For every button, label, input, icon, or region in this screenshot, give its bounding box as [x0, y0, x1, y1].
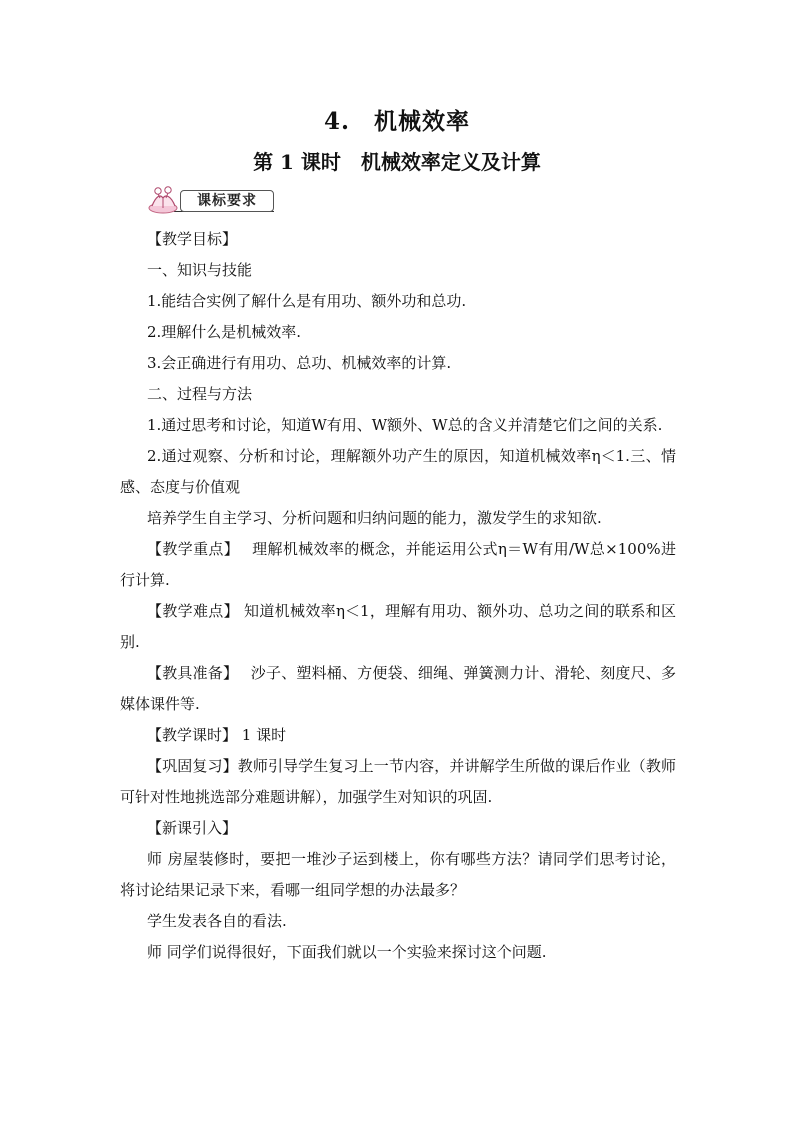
book-icon: [146, 184, 182, 214]
paragraph-teaching-goals-heading: 【教学目标】: [147, 230, 238, 248]
paragraph-goal-1: 1.能结合实例了解什么是有用功、额外功和总功.: [147, 292, 467, 310]
paragraph-process-2: 2.通过观察、分析和讨论，理解额外功产生的原因，知道机械效率η＜1.三、情感、态度与价值观: [120, 447, 676, 496]
paragraph-attitude: 培养学生自主学习、分析问题和归纳问题的能力，激发学生的求知欲.: [147, 509, 602, 527]
paragraph-class-hours: 【教学课时】 1 课时: [147, 726, 287, 744]
document-body: [120, 224, 676, 968]
paragraph-goal-3: 3.会正确进行有用功、总功、机械效率的计算.: [147, 354, 452, 372]
paragraph-materials: 【教具准备】 沙子、塑料桶、方便袋、细绳、弹簧测力计、滑轮、刻度尺、多媒体课件等.: [120, 664, 676, 713]
paragraph-process-1: 1.通过思考和讨论，知道W有用、W额外、W总的含义并清楚它们之间的关系.: [147, 416, 663, 434]
paragraph-goal-2: 2.理解什么是机械效率.: [147, 323, 302, 341]
paragraph-student-response: 学生发表各自的看法.: [147, 912, 287, 930]
paragraph-teacher-experiment: 师 同学们说得很好，下面我们就以一个实验来探讨这个问题.: [147, 943, 547, 961]
paragraph-process-methods: 二、过程与方法: [147, 385, 253, 403]
badge-label: 课标要求: [180, 190, 274, 212]
paragraph-key-points: 【教学重点】 理解机械效率的概念，并能运用公式η＝W有用/W总×100%进行计算.: [120, 540, 676, 589]
paragraph-knowledge-skills: 一、知识与技能: [147, 261, 253, 279]
paragraph-new-lesson-heading: 【新课引入】: [147, 819, 238, 837]
paragraph-review: 【巩固复习】教师引导学生复习上一节内容，并讲解学生所做的课后作业（教师可针对性地挑选部分难题讲解），加强学生对知识的巩固.: [120, 757, 676, 806]
paragraph-difficulties: 【教学难点】 知道机械效率η＜1，理解有用功、额外功、总功之间的联系和区别.: [120, 602, 676, 651]
lesson-subtitle: 第 1 课时 机械效率定义及计算: [253, 150, 541, 174]
paragraph-teacher-question: 师 房屋装修时，要把一堆沙子运到楼上，你有哪些方法？请同学们思考讨论，将讨论结果记录下来，看哪一组同学想的办法最多？: [120, 850, 676, 899]
section-badge: [146, 184, 276, 214]
lesson-title: 4. 机械效率: [323, 108, 470, 135]
